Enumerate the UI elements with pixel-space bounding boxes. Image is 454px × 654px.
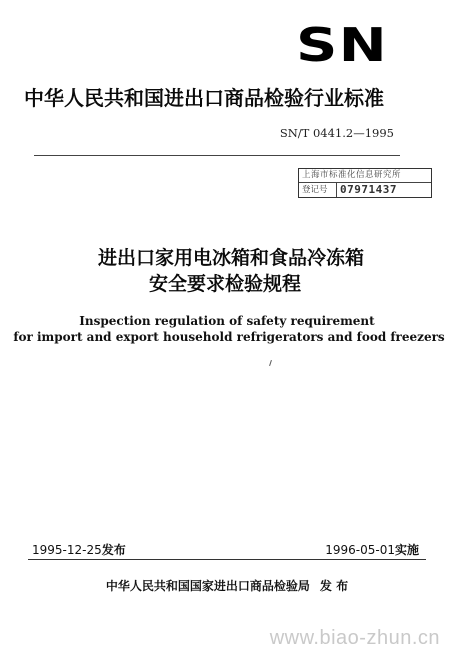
issue-date-value: 1995-12-25 [32, 543, 102, 557]
standard-number: SN/T 0441.2—1995 [279, 126, 394, 140]
scan-mark [269, 360, 272, 366]
header-divider [34, 155, 400, 156]
stamp-reg-label: 登记号 [299, 183, 337, 197]
stamp-registration-row [299, 183, 431, 197]
implementation-date [325, 541, 419, 558]
implementation-date-suffix: 实施 [394, 543, 419, 557]
sn-logo: SN [296, 18, 389, 72]
publisher-action: 发 布 [319, 579, 349, 593]
issue-date-suffix: 发布 [101, 543, 126, 557]
registration-stamp [298, 168, 432, 198]
english-title-line-1: Inspection regulation of safety requirement [79, 314, 375, 328]
chinese-title-line-1: 进出口家用电冰箱和食品冷冻箱 [97, 247, 364, 269]
english-title-line-2: for import and export household refrigerators and food freezers [13, 330, 445, 344]
chinese-title-line-2: 安全要求检验规程 [148, 273, 301, 295]
footer-divider [28, 559, 426, 560]
website-watermark: www.biao-zhun.cn [269, 627, 440, 649]
publisher-name: 中华人民共和国国家进出口商品检验局 [105, 579, 310, 593]
implementation-date-value: 1996-05-01 [325, 543, 395, 557]
stamp-reg-number: 07971437 [340, 183, 397, 196]
stamp-institute: 上海市标准化信息研究所 [299, 169, 431, 183]
standard-category-title: 中华人民共和国进出口商品检验行业标准 [24, 86, 384, 110]
issue-date [32, 541, 126, 558]
publisher-line [0, 577, 454, 594]
